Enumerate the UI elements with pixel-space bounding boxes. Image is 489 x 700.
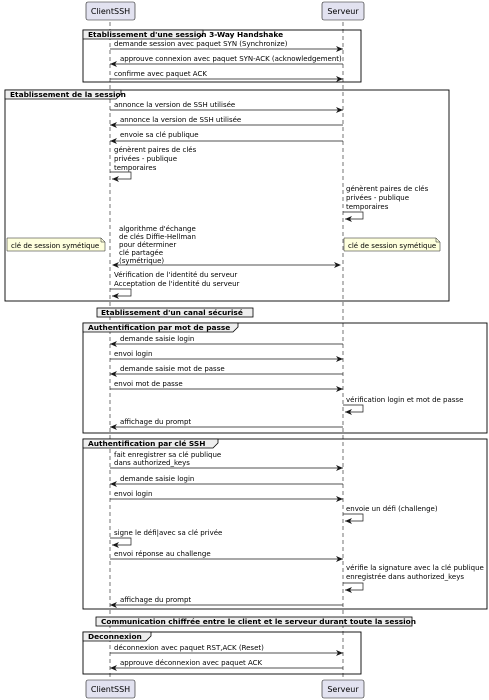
note-right (344, 238, 440, 251)
svg-text:envoi mot de passe: envoi mot de passe (114, 380, 183, 388)
participant-server-label-bottom: Serveur (327, 685, 359, 694)
svg-text:vérifie la signature avec la c: vérifie la signature avec la clé publique (346, 564, 484, 572)
svg-text:privées - publique: privées - publique (346, 194, 410, 202)
svg-text:envoie sa clé publique: envoie sa clé publique (120, 131, 199, 139)
disconnect-msg-1 (110, 644, 343, 653)
svg-text:demande saisie mot de passe: demande saisie mot de passe (120, 365, 225, 373)
svg-text:approuve déconnexion avec paqu: approuve déconnexion avec paquet ACK (120, 659, 263, 667)
group-key-title: Authentification par clé SSH (88, 439, 206, 448)
group-disconnect-title: Deconnexion (88, 632, 142, 641)
key-msg-5-self (110, 529, 222, 545)
svg-text:Acceptation de l'identité du s: Acceptation de l'identité du serveur (114, 280, 240, 288)
svg-text:temporaires: temporaires (346, 203, 389, 211)
disconnect-msg-2 (110, 659, 343, 668)
svg-text:fait enregistrer sa clé publiq: fait enregistrer sa clé publique (114, 451, 222, 459)
svg-text:Vérification de l'identité du: Vérification de l'identité du serveur (114, 271, 238, 279)
svg-text:demande saisie login: demande saisie login (120, 475, 195, 483)
session-msg-2 (110, 116, 343, 125)
password-msg-4 (110, 380, 343, 389)
svg-text:déconnexion avec paquet RST,AC: déconnexion avec paquet RST,ACK (Reset) (114, 644, 264, 652)
svg-text:affichage du prompt: affichage du prompt (120, 596, 192, 604)
svg-text:annonce la version de SSH util: annonce la version de SSH utilisée (114, 101, 236, 109)
key-msg-6 (110, 550, 343, 559)
participant-client-label-bottom: ClientSSH (90, 685, 131, 694)
divider-encrypted-comm-text: Communication chiffrée entre le client et le serveur durant toute la session (101, 617, 417, 626)
session-msg-5-self (343, 185, 429, 219)
participant-server-label: Serveur (327, 7, 359, 16)
session-msg-7-self (110, 271, 240, 296)
svg-text:envoi login: envoi login (114, 350, 153, 358)
svg-text:affichage du prompt: affichage du prompt (120, 418, 192, 426)
password-msg-2 (110, 350, 343, 359)
divider-secure-channel (97, 308, 253, 317)
svg-text:enregistrée dans authorized_ke: enregistrée dans authorized_keys (346, 573, 464, 581)
divider-secure-channel-text: Etablissement d'un canal sécurisé (101, 308, 243, 317)
svg-text:génèrent paires de clés: génèrent paires de clés (346, 185, 429, 193)
handshake-msg-2 (110, 55, 343, 64)
key-msg-7-self (343, 564, 484, 590)
password-msg-1 (110, 335, 343, 344)
key-msg-8 (110, 596, 343, 605)
svg-text:génèrent paires de clés: génèrent paires de clés (114, 146, 197, 154)
svg-text:demande session avec paquet SY: demande session avec paquet SYN (Synchronize) (114, 40, 288, 48)
svg-text:dans authorized_keys: dans authorized_keys (114, 459, 190, 467)
svg-text:clé partagée: clé partagée (119, 249, 164, 257)
svg-text:signe le défi|avec sa clé priv: signe le défi|avec sa clé privée (114, 529, 223, 537)
group-password-title: Authentification par mot de passe (88, 323, 231, 332)
svg-text:algorithme d'échange: algorithme d'échange (119, 225, 196, 233)
group-session-title: Etablissement de la session (10, 90, 126, 99)
session-msg-4-self (110, 146, 197, 179)
participant-client-top (86, 2, 135, 20)
session-msg-3 (110, 131, 343, 141)
participant-server-top (322, 2, 364, 20)
handshake-msg-1 (110, 40, 343, 49)
svg-text:pour déterminer: pour déterminer (119, 241, 177, 249)
divider-encrypted-comm (96, 617, 416, 626)
participant-client-label: ClientSSH (90, 7, 131, 16)
svg-text:envoi réponse au challenge: envoi réponse au challenge (114, 550, 211, 558)
svg-text:temporaires: temporaires (114, 164, 157, 172)
svg-text:approuve connexion avec paquet: approuve connexion avec paquet SYN-ACK (acknowledgement) (120, 55, 342, 63)
note-left-text: clé de session symétique (11, 242, 100, 250)
note-left (7, 238, 105, 251)
password-msg-5-self (343, 396, 463, 412)
handshake-msg-3 (110, 70, 343, 79)
key-msg-4-self (343, 505, 438, 521)
key-msg-1 (110, 451, 343, 468)
svg-text:confirme avec paquet ACK: confirme avec paquet ACK (114, 70, 207, 78)
svg-text:privées - publique: privées - publique (114, 155, 178, 163)
participant-server-bottom (322, 680, 364, 698)
group-handshake-title: Etablissement d'une session 3-Way Handshake (88, 30, 284, 39)
key-msg-3 (110, 490, 343, 499)
participant-client-bottom (86, 680, 135, 698)
note-right-text: clé de session symétique (348, 242, 437, 250)
svg-text:envoi login: envoi login (114, 490, 153, 498)
svg-text:demande saisie login: demande saisie login (120, 335, 195, 343)
svg-text:annonce la version de SSH util: annonce la version de SSH utilisée (120, 116, 242, 124)
session-msg-1 (110, 101, 343, 110)
svg-text:vérification login et mot de p: vérification login et mot de passe (346, 396, 464, 404)
session-msg-6-dh (112, 225, 341, 268)
password-msg-3 (110, 365, 343, 374)
key-msg-2 (110, 475, 343, 484)
svg-text:(symétrique): (symétrique) (119, 257, 165, 265)
svg-text:de clés Diffie-Hellman: de clés Diffie-Hellman (119, 233, 196, 241)
password-msg-6 (110, 418, 343, 427)
svg-text:envoie un défi (challenge): envoie un défi (challenge) (346, 505, 438, 513)
